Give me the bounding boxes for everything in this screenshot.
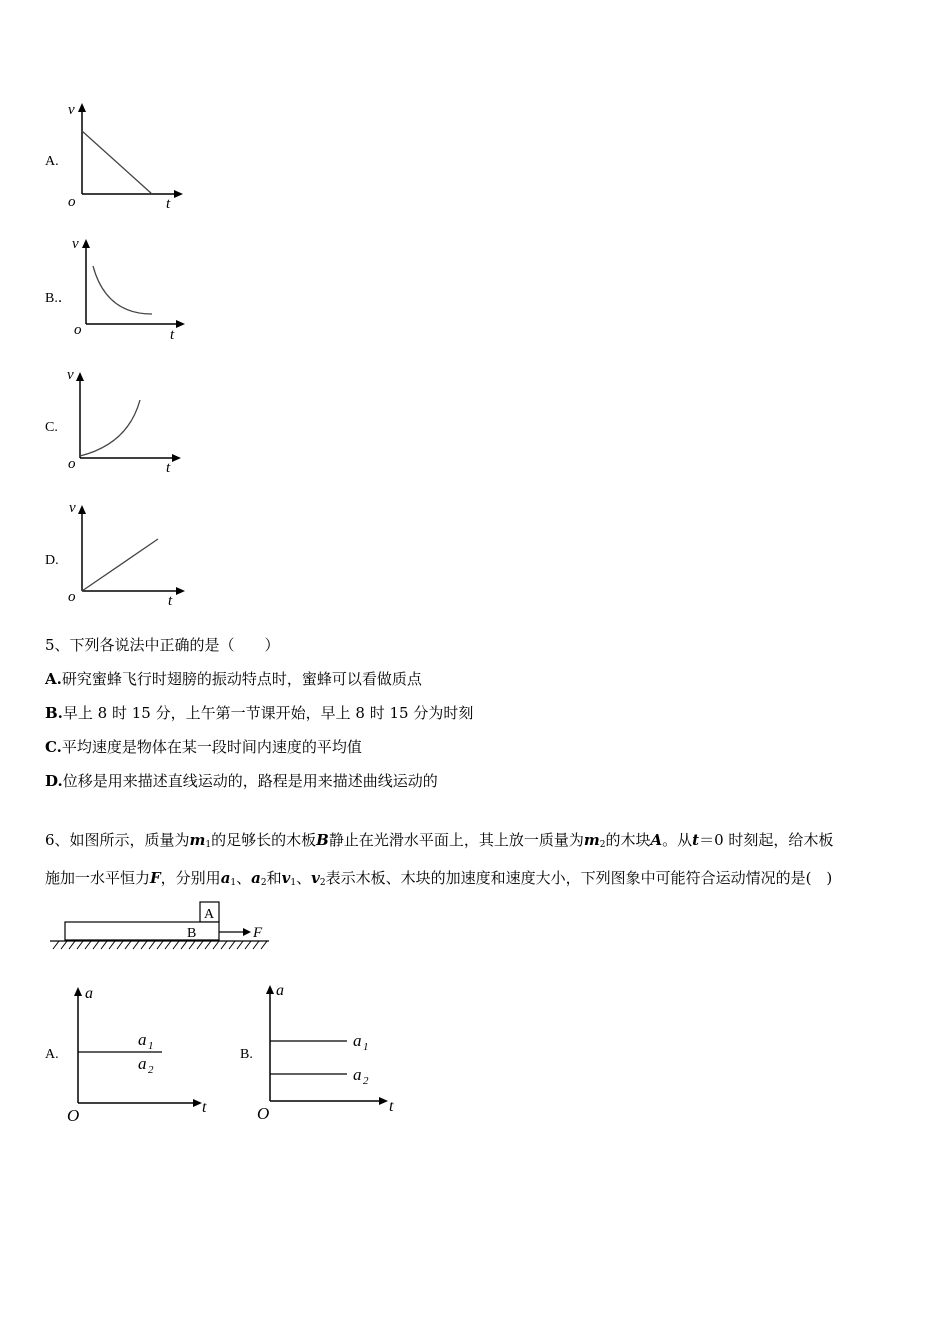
t-axis-arrow [193, 1099, 202, 1107]
board-b-label: B [187, 926, 197, 941]
option-b-label: B.． [45, 291, 72, 306]
option-letter: B. [45, 704, 63, 722]
text: 和 [266, 869, 282, 887]
t-axis-arrow [176, 587, 185, 595]
option-text: 位移是用来描述直线运动的，路程是用来描述曲线运动的 [62, 772, 438, 790]
a-axis-label: a [276, 982, 284, 999]
q5-option-d [45, 770, 438, 791]
t-label: t [168, 593, 173, 609]
q6-graph-option-a [60, 982, 220, 1127]
a-axis-arrow [266, 985, 274, 994]
a2-label: a [353, 1065, 362, 1084]
symbol-b: B [316, 831, 329, 849]
graph-option-c [60, 362, 200, 477]
text: 的足够长的木板 [211, 831, 317, 849]
origin-label: o [74, 322, 82, 338]
option-d-label: D. [45, 553, 59, 568]
t-label: t [170, 327, 175, 343]
graph-option-b [64, 230, 204, 345]
linear-increasing-line [82, 539, 158, 591]
v-axis-arrow [78, 505, 86, 514]
symbol-t: t [692, 831, 700, 849]
force-arrowhead [243, 928, 251, 936]
a2-subscript: 2 [148, 1064, 154, 1076]
q5-option-c [45, 736, 362, 757]
origin-label: O [67, 1106, 80, 1125]
v-axis-arrow [82, 239, 90, 248]
origin-label: o [68, 456, 76, 472]
option-letter: C. [45, 738, 62, 756]
q6-option-b-label: B. [240, 1047, 253, 1062]
subscript: 2 [319, 878, 326, 888]
symbol-a2: a [251, 869, 261, 887]
v-label: v [67, 367, 74, 383]
symbol-m: m [189, 831, 206, 849]
t-label: t [166, 460, 171, 476]
option-letter: D. [45, 772, 63, 790]
ground-hatching [53, 941, 267, 949]
decreasing-line [82, 131, 152, 194]
q6-stem-line2 [45, 867, 832, 888]
increasing-curve [80, 400, 140, 456]
option-letter: A. [45, 670, 62, 688]
subscript: 1 [230, 878, 237, 888]
q6-setup-figure [45, 898, 285, 958]
symbol-v2: v [311, 869, 320, 887]
q5-option-b [45, 702, 473, 723]
t-axis-arrow [174, 190, 183, 198]
t-axis-label: t [202, 1099, 207, 1116]
text: 施加一水平恒力 [45, 869, 151, 887]
subscript: 2 [599, 840, 606, 850]
subscript: 1 [290, 878, 297, 888]
a-axis-label: a [85, 985, 93, 1002]
decaying-curve [93, 266, 152, 314]
option-text: 早上 8 时 15 分，上午第一节课开始，早上 8 时 15 分为时刻 [62, 704, 474, 722]
symbol-a1: a [220, 869, 231, 887]
t-label: t [166, 196, 171, 212]
option-c-label: C. [45, 420, 58, 435]
text: 静止在光滑水平面上，其上放一质量为 [328, 831, 584, 849]
a1-subscript: 1 [148, 1040, 154, 1052]
symbol-m: m [583, 831, 600, 849]
a2-subscript: 2 [363, 1075, 369, 1087]
a-axis-arrow [74, 987, 82, 996]
text: 、 [236, 869, 252, 887]
symbol-a: A [650, 831, 663, 849]
t-axis-arrow [379, 1097, 388, 1105]
t-axis-arrow [176, 320, 185, 328]
a1-label: a [138, 1030, 147, 1049]
q6-graph-option-b [252, 980, 412, 1125]
t-axis-label: t [389, 1098, 394, 1115]
option-a-label: A. [45, 154, 59, 169]
graph-option-d [62, 495, 202, 610]
origin-label: o [68, 589, 76, 605]
graph-option-a [60, 98, 200, 213]
subscript: 1 [205, 840, 212, 850]
t-axis-arrow [172, 454, 181, 462]
option-text: 研究蜜蜂飞行时翅膀的振动特点时，蜜蜂可以看做质点 [61, 670, 422, 688]
force-label: F [253, 925, 263, 941]
q6-option-a-label: A. [45, 1047, 59, 1062]
a1-subscript: 1 [363, 1041, 369, 1053]
q5-option-a [45, 668, 422, 689]
text: 的木块 [605, 831, 651, 849]
q6-stem-line1 [45, 829, 833, 850]
text: 6、如图所示，质量为 [45, 831, 190, 849]
text: 表示木板、木块的加速度和速度大小，下列图象中可能符合运动情况的是( ) [325, 869, 833, 887]
text: ＝0 时刻起，给木板 [699, 831, 834, 849]
v-label: v [69, 500, 76, 516]
v-label: v [68, 102, 75, 118]
subscript: 2 [260, 878, 267, 888]
origin-label: O [257, 1104, 270, 1123]
v-label: v [72, 236, 79, 252]
block-a-label: A [204, 907, 215, 922]
option-text: 平均速度是物体在某一段时间内速度的平均值 [61, 738, 362, 756]
q5-stem: 5、下列各说法中正确的是（ ） [45, 636, 280, 654]
text: 。从 [662, 831, 693, 849]
origin-label: o [68, 194, 76, 210]
a1-label: a [353, 1031, 362, 1050]
text: 、 [296, 869, 312, 887]
symbol-f: F [150, 869, 161, 887]
v-axis-arrow [76, 372, 84, 381]
v-axis-arrow [78, 103, 86, 112]
a2-label: a [138, 1054, 147, 1073]
symbol-v1: v [281, 869, 291, 887]
text: ，分别用 [160, 869, 221, 887]
